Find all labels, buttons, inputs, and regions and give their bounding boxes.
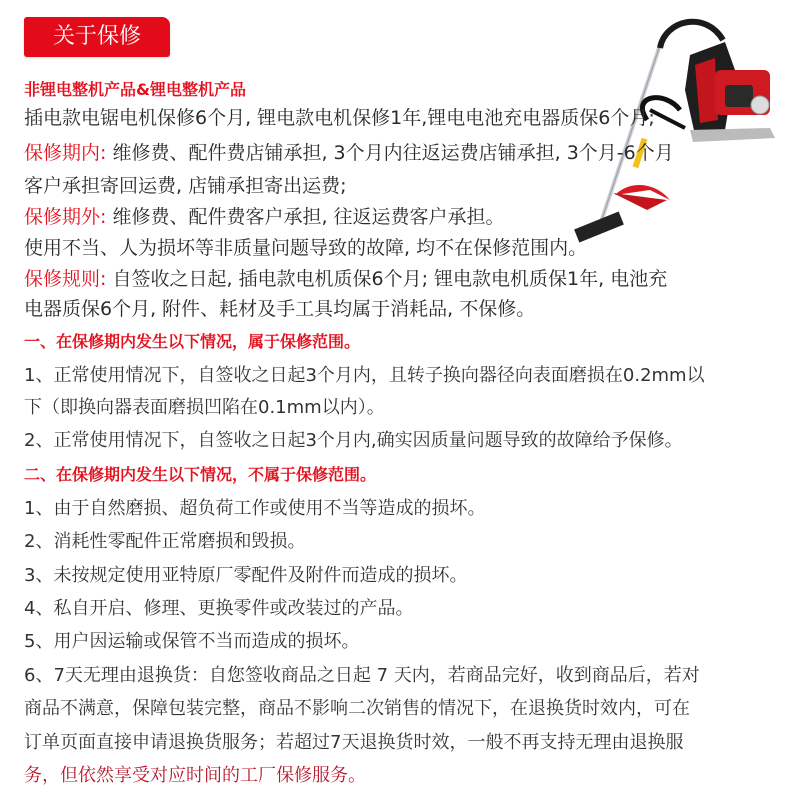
warranty-in-line2: 客户承担寄回运费, 店铺承担寄出运费;: [24, 175, 347, 197]
warranty-out-line: [24, 205, 505, 229]
section1-item: 2、正常使用情况下，自签收之日起3个月内,确实因质量问题导致的故障给予保修。: [24, 430, 683, 451]
warranty-out-label: 保修期外:: [24, 206, 107, 228]
intro-heading: 非锂电整机产品&锂电整机产品: [24, 80, 246, 99]
section1-heading: 一、在保修期内发生以下情况，属于保修范围。: [24, 332, 361, 351]
section2-item: 5、用户因运输或保管不当而造成的损坏。: [24, 631, 360, 652]
warranty-in-label: 保修期内:: [24, 142, 107, 164]
section2-item: 4、私自开启、修理、更换零件或改装过的产品。: [24, 598, 414, 619]
warranty-in-text: 维修费、配件费店铺承担, 3个月内往返运费店铺承担, 3个月-6个月: [106, 142, 674, 164]
section2-item: 2、消耗性零配件正常磨损和毁损。: [24, 531, 306, 552]
intro-summary: 插电款电锯电机保修6个月, 锂电款电机保修1年,锂电电池充电器质保6个月;: [24, 107, 655, 129]
section2-item: 订单页面直接申请退换货服务；若超过7天退换货时效，一般不再支持无理由退换服: [24, 732, 684, 753]
section2-closing: 务，但依然享受对应时间的工厂保修服务。: [24, 765, 366, 786]
section2-item: 6、7天无理由退换货：自您签收商品之日起 7 天内，若商品完好，收到商品后，若对: [24, 665, 700, 686]
rules-text: 自签收之日起, 插电款电机质保6个月; 锂电款电机质保1年, 电池充: [106, 268, 668, 290]
brush-cutter-product-image: [555, 10, 790, 250]
warranty-in-line1: [24, 141, 674, 165]
rules-line1: [24, 267, 667, 291]
section2-item: 商品不满意，保障包装完整，商品不影响二次销售的情况下，在退换货时效内，可在: [24, 698, 690, 719]
rules-line2: 电器质保6个月, 附件、耗材及手工具均属于消耗品, 不保修。: [24, 298, 536, 320]
section-title-badge: 关于保修: [24, 17, 170, 57]
section1-item: 下（即换向器表面磨损凹陷在0.1mm以内）。: [24, 397, 385, 418]
rules-label: 保修规则:: [24, 268, 107, 290]
warranty-out-text: 维修费、配件费客户承担, 往返运费客户承担。: [106, 206, 505, 228]
section2-heading: 二、在保修期内发生以下情况，不属于保修范围。: [24, 465, 377, 484]
section2-item: 1、由于自然磨损、超负荷工作或使用不当等造成的损坏。: [24, 498, 486, 519]
section2-item: 3、未按规定使用亚特原厂零配件及附件而造成的损坏。: [24, 565, 468, 586]
misuse-note: 使用不当、人为损坏等非质量问题导致的故障, 均不在保修范围内。: [24, 237, 588, 259]
section1-item: 1、正常使用情况下，自签收之日起3个月内，且转子换向器径向表面磨损在0.2mm以: [24, 365, 705, 386]
